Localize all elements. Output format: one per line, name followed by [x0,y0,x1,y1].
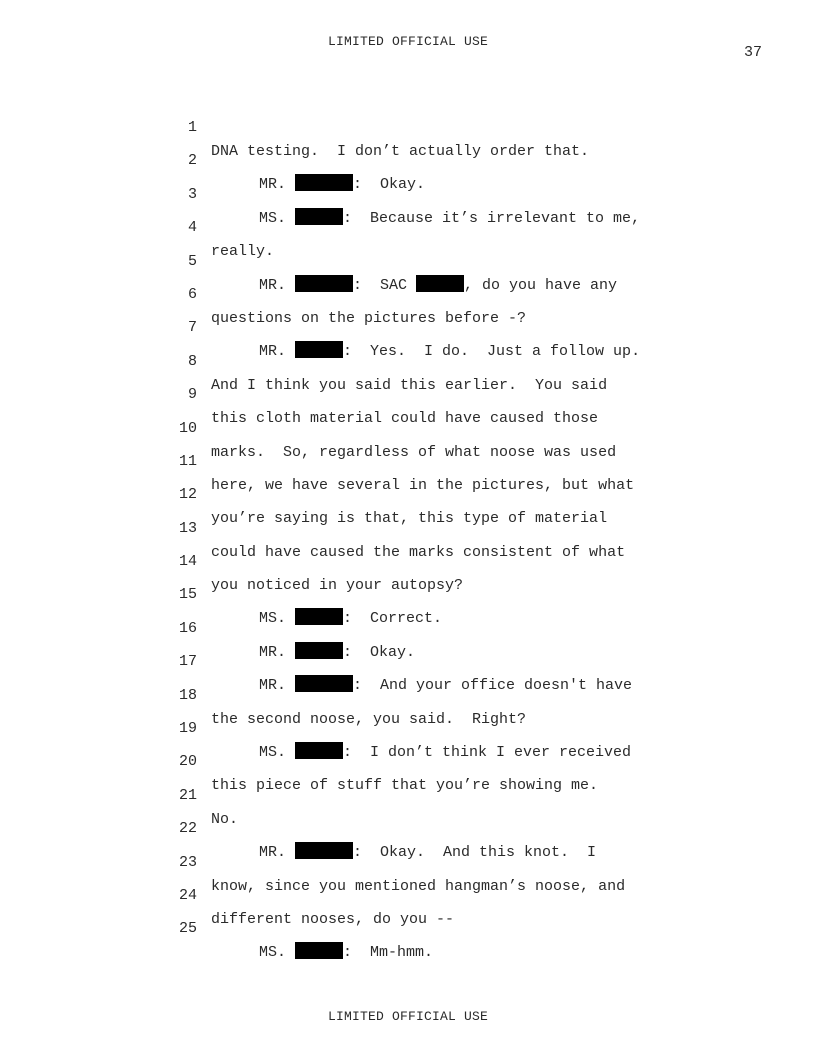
transcript-line [0,159,816,227]
speaker-title: MR. [259,276,296,294]
line-text: And I think you said this earlier. You said [211,376,608,394]
transcript-line [0,226,816,294]
line-number: 23 [178,853,197,871]
transcript-line [0,593,816,661]
line-number: 20 [178,753,197,771]
speaker-title: MR. [259,643,296,661]
line-number: 3 [187,185,197,203]
line-text: you noticed in your autopsy? [211,577,464,595]
line-number: 17 [178,653,197,671]
line-text: No. [211,810,239,828]
line-text: DNA testing. I don’t actually order that. [211,143,590,160]
page-number: 37 [743,44,762,61]
line-text: : Okay. [343,643,416,661]
line-number: 14 [178,553,197,571]
line-number: 5 [187,252,197,270]
transcript-line [0,259,816,327]
line-number: 19 [178,720,197,738]
line-number: 9 [187,386,197,404]
line-number: 22 [178,820,197,838]
line-text: : Mm-hmm. [343,944,434,962]
line-text: : Correct. [343,610,443,628]
line-text: here, we have several in the pictures, but what [211,476,635,494]
line-text: marks. So, regardless of what noose was used [211,443,617,461]
transcript-line [0,893,816,962]
speaker-title: MR. [259,677,296,695]
transcript-line [0,125,816,194]
line-number: 6 [187,285,197,303]
speaker-title: MS. [259,209,296,227]
line-text: different nooses, do you -- [211,910,455,928]
transcript-line [0,493,816,561]
line-text: could have caused the marks consistent of what [211,543,626,561]
line-text: : Okay. And this knot. I [353,844,597,862]
line-number: 15 [178,586,197,604]
line-text: : And your office doesn't have [353,677,633,695]
speaker-title: MR. [259,343,296,361]
line-number: 10 [178,419,197,437]
transcript-line [0,660,816,728]
line-text: : Yes. I do. Just a follow up. [343,343,641,361]
line-text: questions on the pictures before -? [211,309,527,327]
header-label: LIMITED OFFICIAL USE [327,34,489,49]
transcript-line [0,326,816,394]
line-number: 13 [178,519,197,537]
speaker-title: MS. [259,944,296,962]
line-text: : SAC [353,276,417,294]
line-text: : Because it’s irrelevant to me, [343,209,641,227]
transcript-line [0,192,816,261]
line-text: : Okay. [353,176,426,194]
line-number: 2 [187,152,197,170]
line-number: 7 [187,319,197,337]
line-number: 25 [178,920,197,938]
line-text: this piece of stuff that you’re showing me. [211,777,599,795]
transcript-line [0,760,816,828]
line-number: 24 [178,886,197,904]
line-text: this cloth material could have caused those [211,410,599,428]
speaker-title: MS. [259,744,296,762]
line-text: , do you have any [464,276,618,294]
line-text: you’re saying is that, this type of material [211,510,608,528]
speaker-title: MR. [259,844,296,862]
transcript-line [0,860,816,928]
transcript-body [0,92,816,962]
line-text: : I don’t think I ever received [343,744,632,762]
line-number: 8 [187,352,197,370]
line-number: 4 [187,219,197,237]
line-number: 1 [187,119,197,136]
transcript-line [0,92,816,160]
transcript-line [0,292,816,361]
line-number: 18 [178,686,197,704]
speaker-title: MS. [259,610,296,628]
speaker-line [259,941,433,965]
line-text: the second noose, you said. Right? [211,710,527,728]
line-number: 12 [178,486,197,504]
transcript-line [0,426,816,494]
footer-label: LIMITED OFFICIAL USE [327,1009,489,1024]
redaction-block [295,942,343,959]
line-number: 16 [178,619,197,637]
line-text: really. [211,243,275,261]
line-number: 11 [178,452,197,470]
speaker-title: MR. [259,176,296,194]
line-number: 21 [178,786,197,804]
line-text: know, since you mentioned hangman’s noose, and [211,877,626,895]
